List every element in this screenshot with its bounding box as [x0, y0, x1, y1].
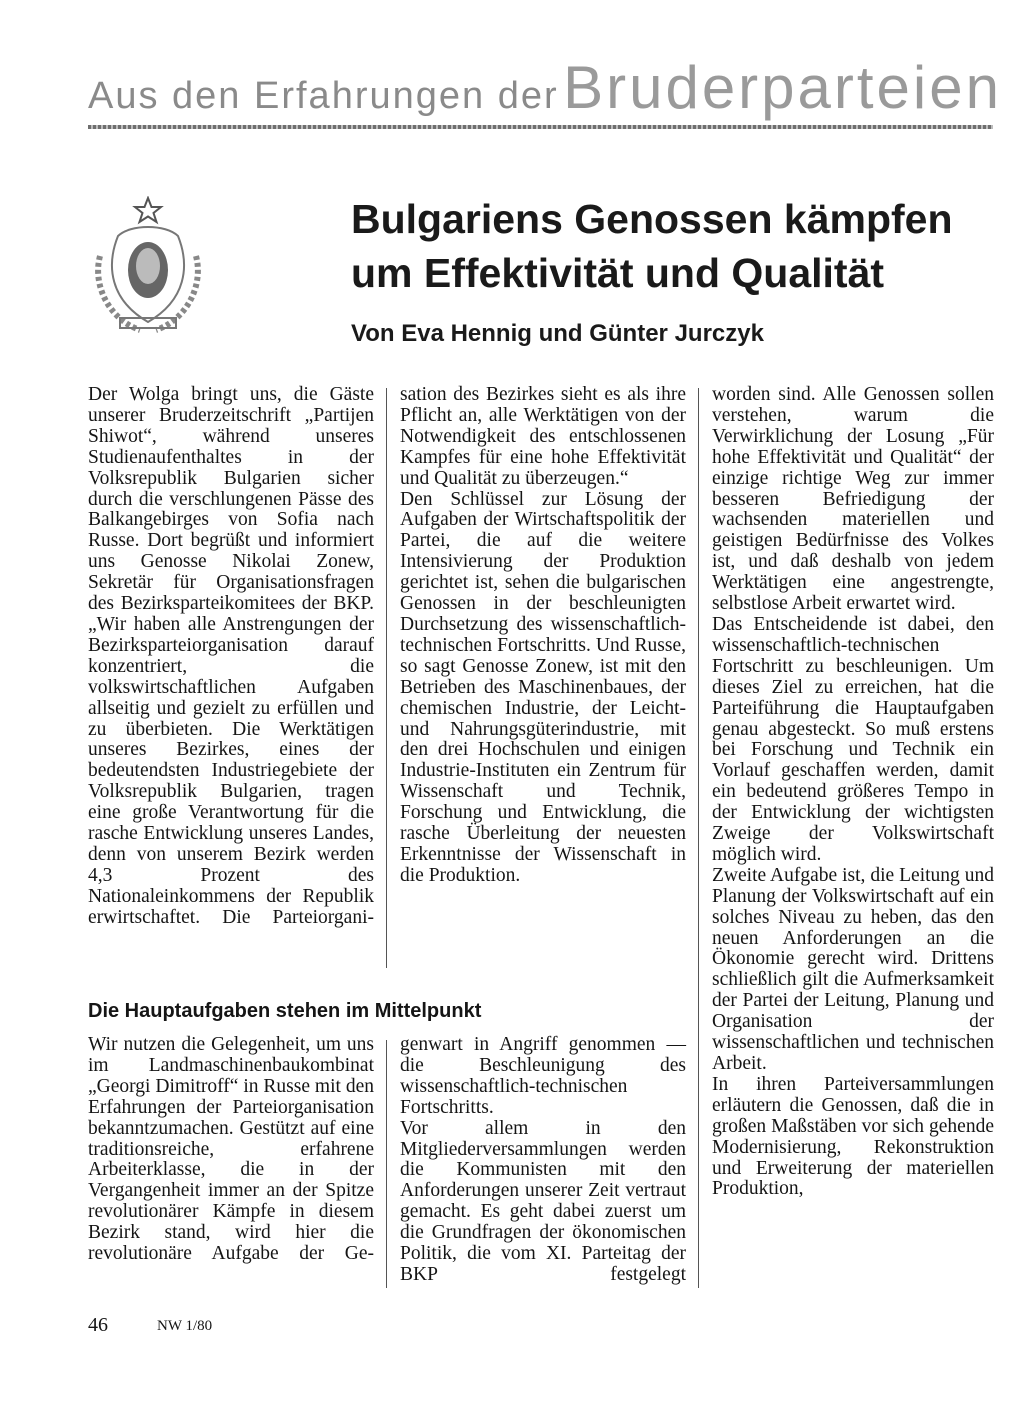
rubric-text-large: Bruderparteien	[563, 54, 1002, 121]
section-subheading: Die Hauptaufgaben stehen im Mittelpunkt	[88, 1000, 482, 1022]
issue-label: NW 1/80	[157, 1318, 213, 1334]
section-rubric	[88, 54, 1002, 121]
column-2-paragraph-1: sation des Bezirkes sieht es als ihre Pflicht an, alle Werktätigen von der Notwendigkeit des entschlossenen Kampfes für eine hohe Effektivität und Qualität zu überzeugen.“	[400, 384, 686, 489]
column-4-paragraph: Wir nutzen die Gelegenheit, um uns im Landmaschinenbaukombinat „Georgi Dimitroff“ in Russe mit den Erfahrungen der Parteiorganisation bekanntzumachen. Gestützt auf eine traditionsreiche, erfahrene Arbeiterklasse, die in der Vergangenheit immer an der Spitze revolutionärer Kämpfe in diesem Bezirk stand, wird hier die revolutionäre Aufgabe der Ge-	[88, 1034, 374, 1265]
column-3-paragraph-2: Das Entscheidende ist dabei, den wissenschaftlich-technischen Fortschritt zu beschleunigen. Um dieses Ziel zu erreichen, hat die Parteiführung die Hauptaufgaben genau abgesteckt. So muß erstens bei Forschung und Technik ein Vorlauf geschaffen werden, damit ein bedeutend größeres Tempo in der Entwicklung der wichtigsten Zweige der Volkswirtschaft möglich wird.	[712, 613, 994, 865]
column-3	[712, 385, 994, 1200]
column-5-paragraph-2: Vor allem in den Mitgliederversammlungen werden die Kommunisten mit den Anforderungen unserer Zeit vertraut gemacht. Es geht dabei zuerst um die Grundfragen der ökonomischen Politik, die vom XI. Parteitag der BKP festgelegt	[400, 1117, 686, 1285]
column-1-paragraph: Der Wolga bringt uns, die Gäste unserer Bruderzeitschrift „Partijen Shiwot“, während unseres Studienaufenthaltes in der Volksrepublik Bulgarien sicher durch die verschlungenen Pässe des Balkangebirges von Sofia nach Russe. Dort begrüßt und informiert uns Genosse Nikolai Zonew, Sekretär für Organisationsfragen des Bezirksparteikomitees der BKP. „Wir haben alle Anstrengungen der Bezirksparteiorganisation darauf konzentriert, die volkswirtschaftlichen Aufgaben allseitig und gezielt zu erfüllen und zu überbieten. Die Werktätigen unseres Bezirkes, eines der bedeutendsten Industriegebiete der Volksrepublik Bulgarien, tragen eine große Verantwortung für die rasche Entwicklung unseres Landes, denn von unserem Bezirk werden 4,3 Prozent des Nationaleinkommens der Republik erwirtschaftet. Die Parteiorgani-	[88, 384, 374, 928]
column-2	[400, 385, 686, 887]
rubric-rule	[88, 125, 993, 129]
column-5	[400, 1035, 686, 1286]
column-5-paragraph-1: genwart in Angriff genommen — die Beschleunigung des wissenschaftlich-technischen Fortschritts.	[400, 1034, 686, 1118]
column-3-paragraph-1: worden sind. Alle Genossen sollen verstehen, warum die Verwirklichung der Losung „Für hohe Effektivität und Qualität“ der einzige richtige Weg zur immer besseren Befriedigung der wachsenden materiellen und geistigen Bedürfnisse des Volkes ist, und daß deshalb von jedem Werktätigen eine angestrengte, selbstlose Arbeit erwartet wird.	[712, 384, 994, 615]
column-3-paragraph-3: Zweite Aufgabe ist, die Leitung und Planung der Volkswirtschaft auf ein solches Niveau zu heben, das den neuen Anforderungen an die Ökonomie gerecht wird. Drittens schließlich gilt die Aufmerksamkeit der Partei der Leitung, Planung und Organisation der wissenschaftlichen und technischen Arbeit.	[712, 864, 994, 1074]
article-byline: Von Eva Hennig und Günter Jurczyk	[351, 320, 764, 347]
bulgarian-coat-of-arms-icon	[90, 196, 216, 342]
rubric-text-small: Aus den Erfahrungen der	[88, 75, 559, 117]
column-divider	[386, 1040, 387, 1288]
article-headline: Bulgariens Genossen kämpfen um Effektivität und Qualität	[351, 196, 953, 296]
column-2-paragraph-2: Den Schlüssel zur Lösung der Aufgaben der Wirtschaftspolitik der Partei, die auf die weitere Intensivierung der Produktion gerichtet ist, sehen die bulgarischen Genossen in der beschleunigten Durchsetzung des wissenschaftlich-technischen Fortschritts. Und Russe, so sagt Genosse Zonew, ist mit den Betrieben des Maschinenbaues, der chemischen Industrie, der Leicht- und Nahrungsgüterindustrie, mit den drei Hochschulen und einigen Industrie-Instituten ein Zentrum für Wissenschaft und Technik, Forschung und Entwicklung, die rasche Überleitung der neuesten Erkenntnisse der Wissenschaft in die Produktion.	[400, 488, 686, 886]
column-divider	[386, 388, 387, 968]
column-divider	[698, 388, 699, 1288]
page-number: 46	[88, 1314, 108, 1336]
column-3-paragraph-4: In ihren Parteiversammlungen erläutern die Genossen, daß die in großen Maßstäben vor sich gehende Modernisierung, Rekonstruktion und Erweiterung der materiellen Produktion,	[712, 1073, 994, 1200]
